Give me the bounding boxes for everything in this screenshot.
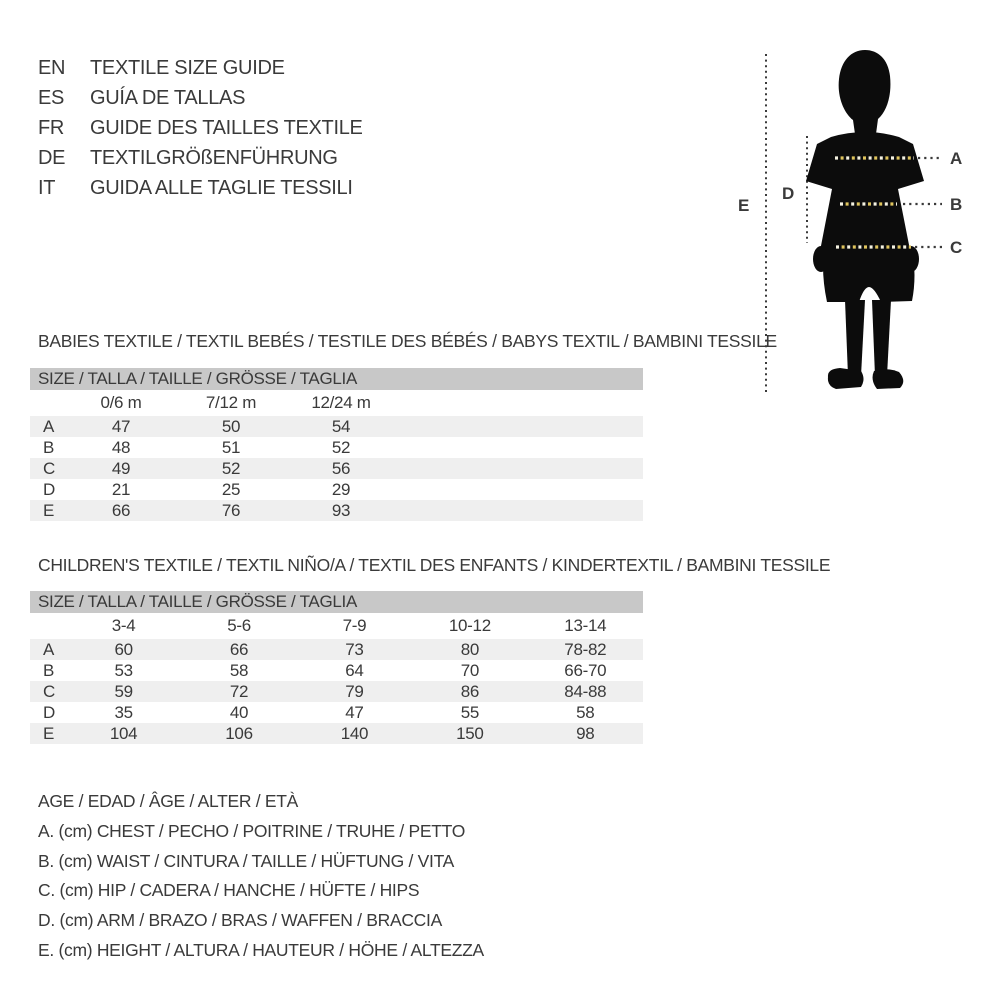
- value-cell: 93: [331, 501, 351, 520]
- boy-head: [839, 50, 891, 134]
- row-label-cell: E: [43, 724, 55, 743]
- child-silhouette-diagram: [718, 38, 990, 410]
- value-cell: 86: [460, 682, 480, 701]
- value-cell: 60: [114, 640, 133, 659]
- language-row: [38, 173, 363, 203]
- boy-shorts: [823, 247, 915, 302]
- language-row: [38, 83, 363, 113]
- row-label-cell: C: [43, 682, 55, 701]
- language-label: TEXTILE SIZE GUIDE: [90, 57, 285, 79]
- column-header-row: [30, 390, 643, 416]
- row-label-cell: C: [43, 459, 55, 478]
- value-cell: 73: [345, 640, 364, 659]
- corner-cell: [30, 613, 66, 639]
- legend-age-line: AGE / EDAD / ÂGE / ALTER / ETÀ: [38, 791, 299, 811]
- value-cell: 55: [460, 703, 480, 722]
- value-cell: 25: [221, 480, 241, 499]
- value-cell: 51: [221, 438, 241, 457]
- babies-size-table: [30, 368, 643, 521]
- value-cell: 47: [111, 417, 131, 436]
- boy-right-shoe: [873, 369, 904, 389]
- table-row: [30, 458, 643, 479]
- value-cell: 54: [331, 417, 351, 436]
- value-cell: 59: [114, 682, 133, 701]
- column-header-cell: 7-9: [342, 616, 367, 635]
- legend-hip-line: C. (cm) HIP / CADERA / HANCHE / HÜFTE / HIPS: [38, 880, 420, 901]
- chest-label: A: [950, 149, 963, 168]
- legend-arm-line: D. (cm) ARM / BRAZO / BRAS / WAFFEN / BRACCIA: [38, 910, 442, 931]
- boy-shirt: [806, 132, 924, 251]
- height-label: E: [738, 196, 750, 215]
- value-cell: 104: [109, 724, 138, 743]
- legend-chest-line: A. (cm) CHEST / PECHO / POITRINE / TRUHE / PETTO: [38, 820, 466, 841]
- row-label-cell: D: [43, 703, 55, 722]
- table-row: [30, 723, 643, 744]
- table-row: [30, 681, 643, 702]
- table-row: [30, 639, 643, 660]
- value-cell: 84-88: [564, 682, 607, 701]
- language-code: DE: [38, 147, 66, 169]
- value-cell: 35: [114, 703, 133, 722]
- language-label: GUÍA DE TALLAS: [90, 87, 246, 109]
- boy-silhouette: [806, 50, 924, 389]
- value-cell: 52: [331, 438, 351, 457]
- size-table-header: SIZE / TALLA / TAILLE / GRÖSSE / TAGLIA: [30, 368, 643, 390]
- legend-waist-line: B. (cm) WAIST / CINTURA / TAILLE / HÜFTUNG / VITA: [38, 850, 455, 871]
- children-section-title: CHILDREN'S TEXTILE / TEXTIL NIÑO/A / TEXTIL DES ENFANTS / KINDERTEXTIL / BAMBINI TESSILE: [38, 555, 831, 575]
- row-label-cell: E: [43, 501, 55, 520]
- boy-right-leg: [872, 300, 891, 376]
- table-row: [30, 500, 643, 521]
- language-code: EN: [38, 57, 66, 79]
- value-cell: 56: [331, 459, 351, 478]
- table-row: [30, 702, 643, 723]
- value-cell: 66-70: [564, 661, 607, 680]
- corner-cell: [30, 390, 66, 416]
- column-header-cell: 3-4: [111, 616, 136, 635]
- value-cell: 70: [460, 661, 480, 680]
- waist-label: B: [950, 195, 963, 214]
- value-cell: 98: [576, 724, 595, 743]
- language-label: GUIDE DES TAILLES TEXTILE: [90, 117, 363, 139]
- column-header-cell: 10-12: [448, 616, 491, 635]
- hip-label: C: [950, 238, 963, 257]
- value-cell: 49: [111, 459, 131, 478]
- legend-height-line: E. (cm) HEIGHT / ALTURA / HAUTEUR / HÖHE / ALTEZZA: [38, 939, 484, 960]
- value-cell: 66: [111, 501, 131, 520]
- language-row: [38, 113, 363, 143]
- arm-label: D: [782, 184, 795, 203]
- row-label-cell: B: [43, 438, 55, 457]
- column-header-row: [30, 613, 643, 639]
- table-row: [30, 437, 643, 458]
- value-cell: 58: [229, 661, 249, 680]
- value-cell: 47: [345, 703, 364, 722]
- column-header-cell: 0/6 m: [100, 393, 142, 412]
- column-header-cell: 13-14: [564, 616, 607, 635]
- value-cell: 21: [111, 480, 131, 499]
- language-list: [38, 53, 363, 203]
- value-cell: 150: [456, 724, 484, 743]
- table-row: [30, 416, 643, 437]
- value-cell: 52: [221, 459, 241, 478]
- measurement-figure: [718, 38, 990, 410]
- language-code: ES: [38, 87, 65, 109]
- value-cell: 53: [114, 661, 133, 680]
- language-label: TEXTILGRÖßENFÜHRUNG: [90, 147, 338, 169]
- row-label-cell: B: [43, 661, 55, 680]
- value-cell: 29: [331, 480, 351, 499]
- table-row: [30, 660, 643, 681]
- value-cell: 58: [576, 703, 595, 722]
- value-cell: 140: [340, 724, 369, 743]
- row-label-cell: A: [43, 417, 55, 436]
- row-label-cell: D: [43, 480, 55, 499]
- language-code: FR: [38, 117, 65, 139]
- babies-section-title: BABIES TEXTILE / TEXTIL BEBÉS / TESTILE DES BÉBÉS / BABYS TEXTIL / BAMBINI TESSILE: [38, 331, 777, 351]
- column-header-cell: 7/12 m: [205, 393, 257, 412]
- value-cell: 48: [111, 438, 131, 457]
- value-cell: 79: [345, 682, 364, 701]
- language-code: IT: [38, 177, 56, 199]
- boy-left-shoe: [828, 368, 864, 389]
- column-header-cell: 5-6: [227, 616, 251, 635]
- value-cell: 50: [221, 417, 241, 436]
- language-label: GUIDA ALLE TAGLIE TESSILI: [90, 177, 353, 199]
- value-cell: 72: [229, 682, 249, 701]
- children-size-table: [30, 591, 643, 744]
- column-header-cell: 12/24 m: [311, 393, 371, 412]
- value-cell: 80: [460, 640, 480, 659]
- value-cell: 64: [345, 661, 364, 680]
- row-label-cell: A: [43, 640, 55, 659]
- table-row: [30, 479, 643, 500]
- value-cell: 40: [229, 703, 249, 722]
- value-cell: 76: [221, 501, 241, 520]
- boy-left-leg: [845, 300, 865, 376]
- value-cell: 106: [225, 724, 253, 743]
- value-cell: 78-82: [564, 640, 607, 659]
- size-table-header: SIZE / TALLA / TAILLE / GRÖSSE / TAGLIA: [30, 591, 643, 613]
- value-cell: 66: [229, 640, 249, 659]
- language-row: [38, 53, 363, 83]
- measurement-legend: [38, 787, 484, 966]
- language-row: [38, 143, 363, 173]
